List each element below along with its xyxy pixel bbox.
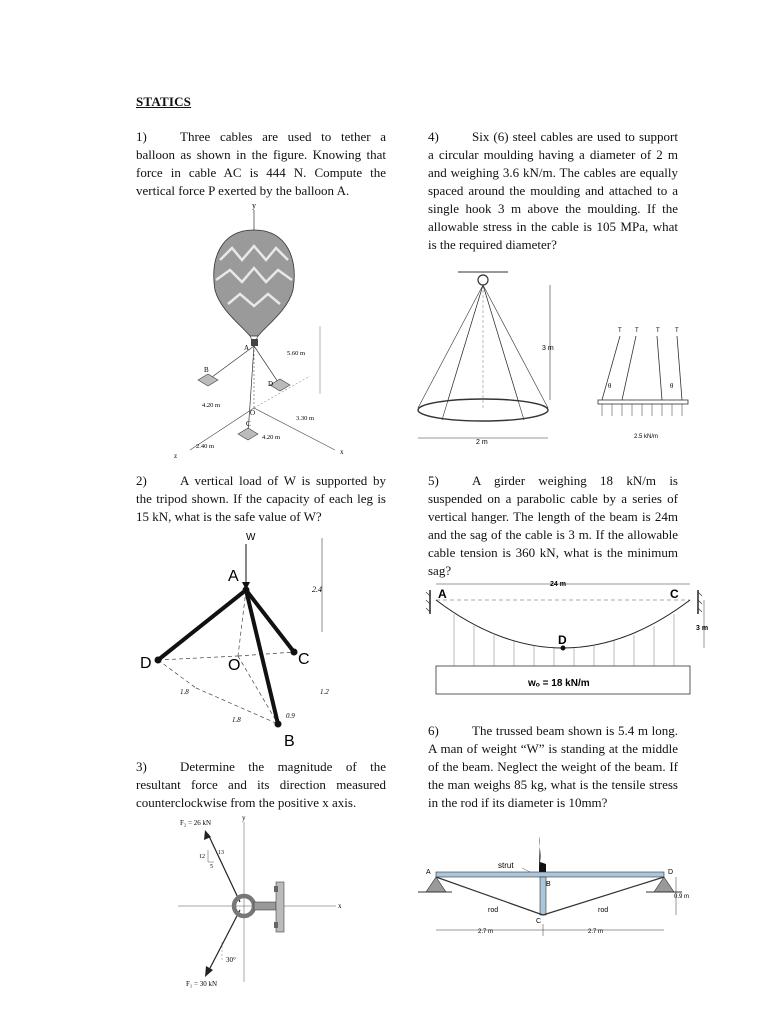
- problem-5: [428, 472, 678, 580]
- point-label-d: D: [668, 869, 674, 876]
- problem-number: 4): [428, 129, 439, 144]
- figure-trussed-beam: [412, 832, 702, 940]
- problem-number: 5): [428, 473, 439, 488]
- tension-label-3: T: [656, 328, 660, 334]
- problem-text: Three cables are used to tether a balloon as shown in the figure. Knowing that force in cable AC is 444 N. Compute the vertical force P exerted by the balloon A.: [136, 129, 386, 198]
- problem-text: Determine the magnitude of the resultant force and its direction measured counterclockwise from the positive x axis.: [136, 759, 386, 810]
- point-label-d: D: [268, 380, 274, 388]
- length-label-right: 2.7 m: [588, 929, 604, 935]
- point-label-a: A: [426, 869, 431, 876]
- problem-2: [136, 472, 386, 526]
- hook: [478, 275, 488, 285]
- point-label-o: O: [228, 657, 241, 674]
- rod-label-left: rod: [488, 907, 499, 914]
- tension-label-4: T: [675, 328, 679, 334]
- tension-label-1: T: [618, 328, 622, 334]
- point-label-a: A: [244, 344, 250, 352]
- angle-theta-right: θ: [670, 382, 674, 390]
- strut-label: strut: [498, 861, 514, 870]
- problem-number: 6): [428, 723, 439, 738]
- figure-tripod: [136, 528, 366, 750]
- point-label-a: A: [228, 568, 239, 585]
- ratio-12: 12: [199, 854, 205, 860]
- ratio-13: 13: [218, 850, 224, 856]
- angle-theta-left: θ: [608, 382, 612, 390]
- problem-text: A girder weighing 18 kN/m is suspended on a parabolic cable by a series of vertical hanger. The length of the beam is 24m and the sag of the cable is 3 m. If the allowable cable tension is 360 kN, what is the minimum sag?: [428, 473, 678, 578]
- sag-label: 3 m: [696, 625, 709, 632]
- anchor-c: [238, 428, 258, 440]
- tension-label-2: T: [635, 328, 639, 334]
- problem-1: [136, 128, 386, 200]
- problem-6: [428, 722, 678, 812]
- dimension-2.40: 2.40 m: [196, 443, 215, 450]
- problem-3: [136, 758, 386, 812]
- moulding-section: [598, 400, 688, 404]
- point-label-c: C: [536, 918, 542, 925]
- axis-label-z: z: [174, 452, 178, 460]
- man-figure: [539, 836, 546, 874]
- axis-label-x: x: [340, 448, 344, 456]
- balloon-basket: [251, 339, 258, 346]
- figure-balloon: [170, 198, 350, 460]
- figure-parabolic-cable: [424, 576, 714, 698]
- load-label: wₒ = 18 kN/m: [528, 678, 590, 689]
- problem-text: Six (6) steel cables are used to support a circular moulding having a diameter of 2 m and weighing 3.6 kN/m. The cables are equally spaced around the moulding and attached to a single hook 3 m above the moulding. If the allowable stress in the cable is 105 MPa, what is the required diameter?: [428, 129, 678, 252]
- dimension-4.20-a: 4.20 m: [202, 402, 221, 409]
- axis-label-y: y: [242, 814, 246, 822]
- dimension-1.8-a: 1.8: [180, 688, 189, 696]
- diameter-label: 2 m: [476, 439, 488, 446]
- length-label-left: 2.7 m: [478, 929, 494, 935]
- problem-number: 3): [136, 759, 147, 774]
- problem-text: The trussed beam shown is 5.4 m long. A man of weight “W” is standing at the middle of the beam. Neglect the weight of the beam. If the man weighs 85 kg, what is the tensile stress in the rod if its diameter is 10mm?: [428, 723, 678, 810]
- anchor-b: [198, 374, 218, 386]
- problem-4: [428, 128, 678, 254]
- beam: [436, 872, 664, 877]
- problem-number: 1): [136, 129, 147, 144]
- dimension-4.20-b: 4.20 m: [262, 434, 281, 441]
- page-heading: STATICS: [136, 94, 192, 109]
- rod-label-right: rod: [598, 907, 609, 914]
- load-label: 2.5 kN/m: [634, 434, 659, 440]
- load-label-w: W: [246, 532, 256, 543]
- force-label-f1: F₁ = 30 kN: [186, 980, 218, 988]
- dimension-0.9: 0.9: [286, 712, 295, 720]
- axis-label-y: y: [252, 201, 256, 210]
- dimension-3.30: 3.30 m: [296, 415, 315, 422]
- point-label-b: B: [284, 733, 295, 750]
- point-label-d: D: [558, 633, 567, 647]
- dimension-2.4: 2.4: [312, 585, 322, 594]
- point-label-c: C: [246, 420, 251, 428]
- dimension-1.2: 1.2: [320, 688, 329, 696]
- ratio-5: 5: [210, 864, 213, 870]
- force-label-f2: F₂ = 26 kN: [180, 819, 212, 827]
- problem-text: A vertical load of W is supported by the tripod shown. If the capacity of each leg is 15 kN, what is the safe value of W?: [136, 473, 386, 524]
- point-label-b: B: [546, 881, 551, 888]
- point-label-c: C: [298, 651, 310, 668]
- height-label: 3 m: [542, 345, 554, 352]
- point-label-c: C: [670, 587, 679, 601]
- point-label-d: D: [140, 655, 152, 672]
- depth-label: 0.9 m: [674, 894, 690, 900]
- axis-label-x: x: [338, 902, 342, 910]
- dimension-1.8-b: 1.8: [232, 716, 241, 724]
- problem-number: 2): [136, 473, 147, 488]
- point-label-o: O: [250, 409, 256, 417]
- leg-ad: [158, 590, 246, 660]
- point-label-a: A: [438, 587, 447, 601]
- figure-force-hook: [170, 812, 350, 992]
- figure-circular-moulding: [412, 270, 712, 448]
- angle-30: 30°: [226, 956, 236, 964]
- dimension-5.60: 5.60 m: [287, 350, 306, 357]
- span-label: 24 m: [550, 581, 566, 588]
- point-label-b: B: [204, 366, 209, 374]
